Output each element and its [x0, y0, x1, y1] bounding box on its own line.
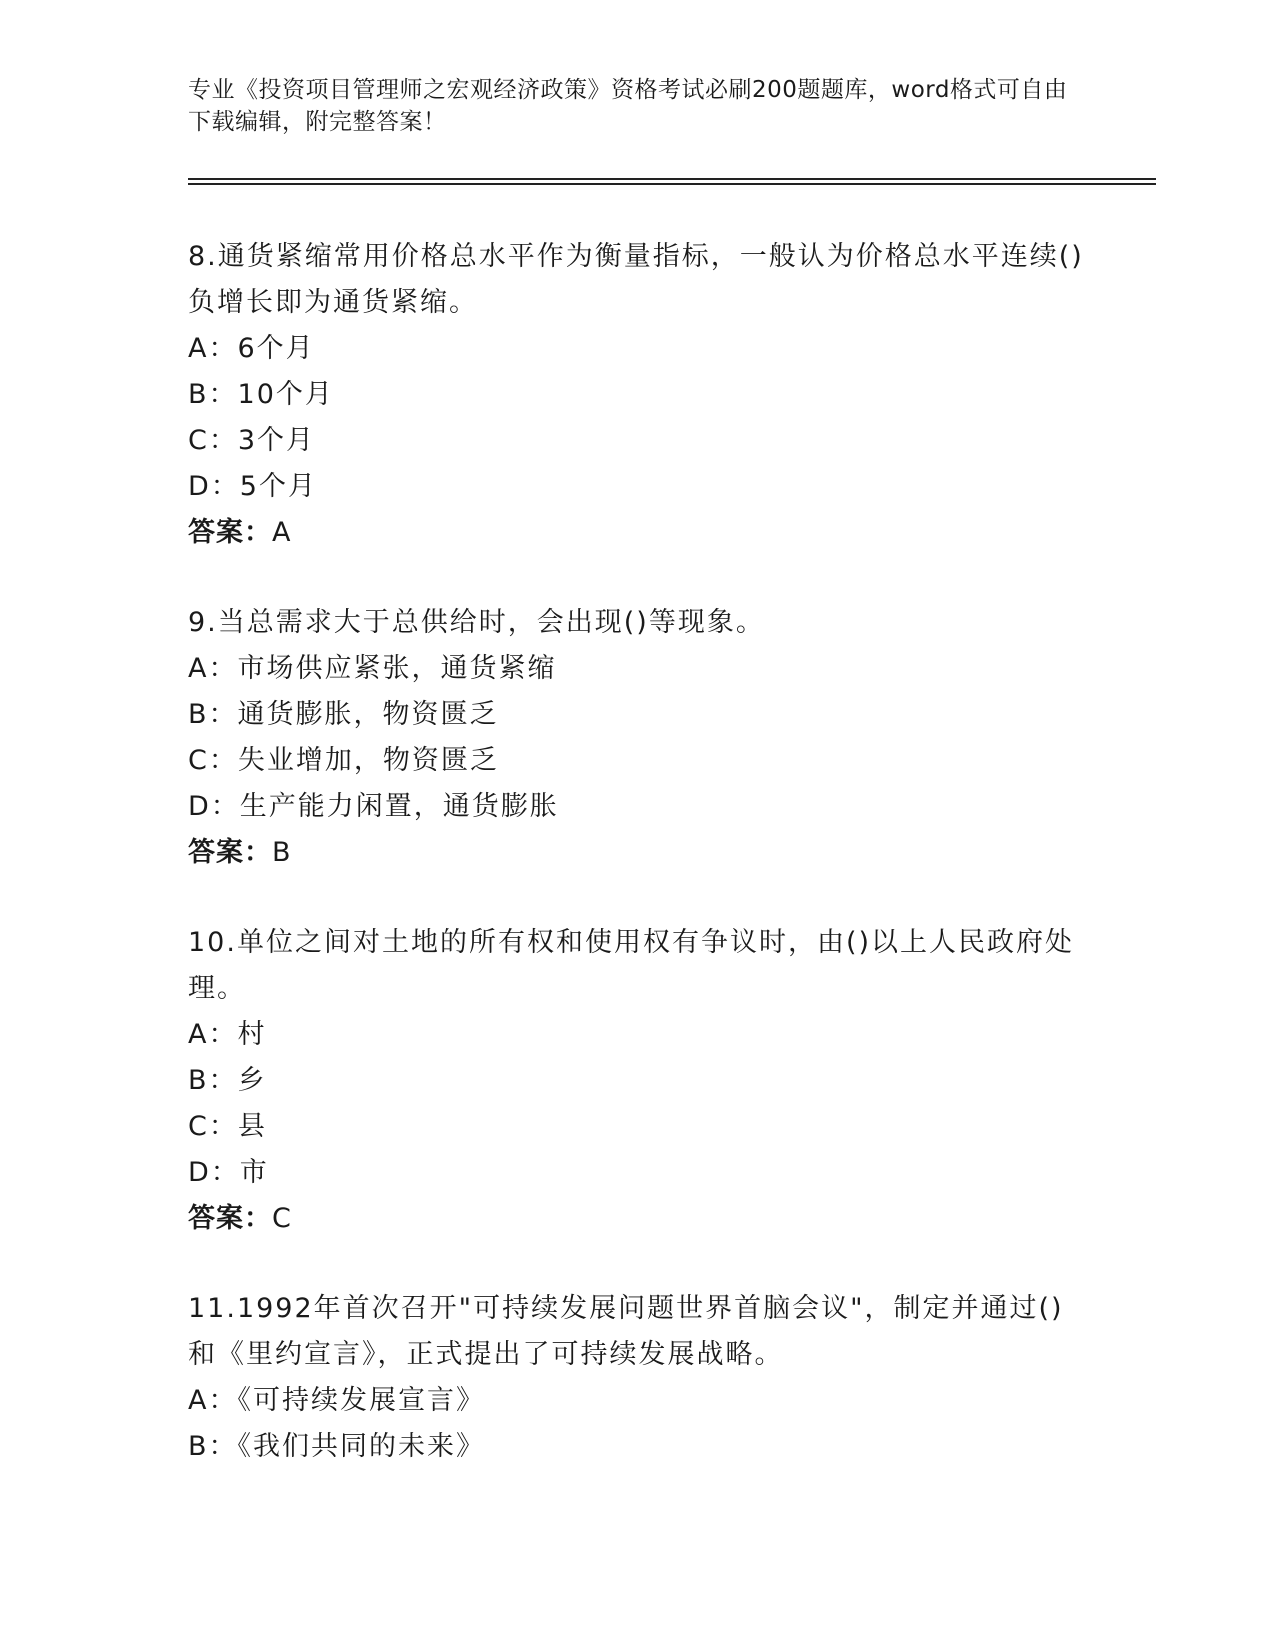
- answer-label: 答案：: [188, 517, 272, 548]
- answer-line: [188, 830, 1088, 876]
- option-a: A：村: [188, 1019, 267, 1050]
- option-b: B：《我们共同的未来》: [188, 1431, 486, 1462]
- option-d: D：5个月: [188, 471, 317, 502]
- question-10: [188, 920, 1088, 1242]
- answer-label: 答案：: [188, 837, 272, 868]
- option-d: D：市: [188, 1157, 269, 1188]
- question-stem: 8.通货紧缩常用价格总水平作为衡量指标，一般认为价格总水平连续()负增长即为通货紧缩。: [188, 241, 1084, 318]
- option-c: C：县: [188, 1111, 267, 1142]
- option-b: B：10个月: [188, 379, 334, 410]
- header-divider-top: [188, 178, 1156, 180]
- option-a: A：市场供应紧张，通货紧缩: [188, 653, 557, 684]
- document-header: [188, 74, 1068, 138]
- question-stem: 9.当总需求大于总供给时，会出现()等现象。: [188, 607, 765, 638]
- question-stem: 11.1992年首次召开"可持续发展问题世界首脑会议"，制定并通过()和《里约宣言》，正式提出了可持续发展战略。: [188, 1293, 1064, 1370]
- answer-label: 答案：: [188, 1203, 272, 1234]
- answer-value: C: [272, 1203, 292, 1234]
- answer-line: [188, 1196, 1088, 1242]
- header-text: 专业《投资项目管理师之宏观经济政策》资格考试必刷200题题库，word格式可自由下载编辑，附完整答案！: [188, 77, 1068, 135]
- option-c: C：失业增加，物资匮乏: [188, 745, 499, 776]
- option-a: A：6个月: [188, 333, 315, 364]
- question-8: [188, 234, 1088, 556]
- option-c: C：3个月: [188, 425, 316, 456]
- option-d: D：生产能力闲置，通货膨胀: [188, 791, 559, 822]
- header-divider-bottom: [188, 183, 1156, 185]
- option-b: B：通货膨胀，物资匮乏: [188, 699, 499, 730]
- option-b: B：乡: [188, 1065, 267, 1096]
- question-9: [188, 600, 1088, 876]
- answer-value: A: [272, 517, 292, 548]
- answer-value: B: [272, 837, 292, 868]
- answer-line: [188, 510, 1088, 556]
- question-stem: 10.单位之间对土地的所有权和使用权有争议时，由()以上人民政府处理。: [188, 927, 1075, 1004]
- option-a: A：《可持续发展宣言》: [188, 1385, 485, 1416]
- question-11: [188, 1286, 1088, 1470]
